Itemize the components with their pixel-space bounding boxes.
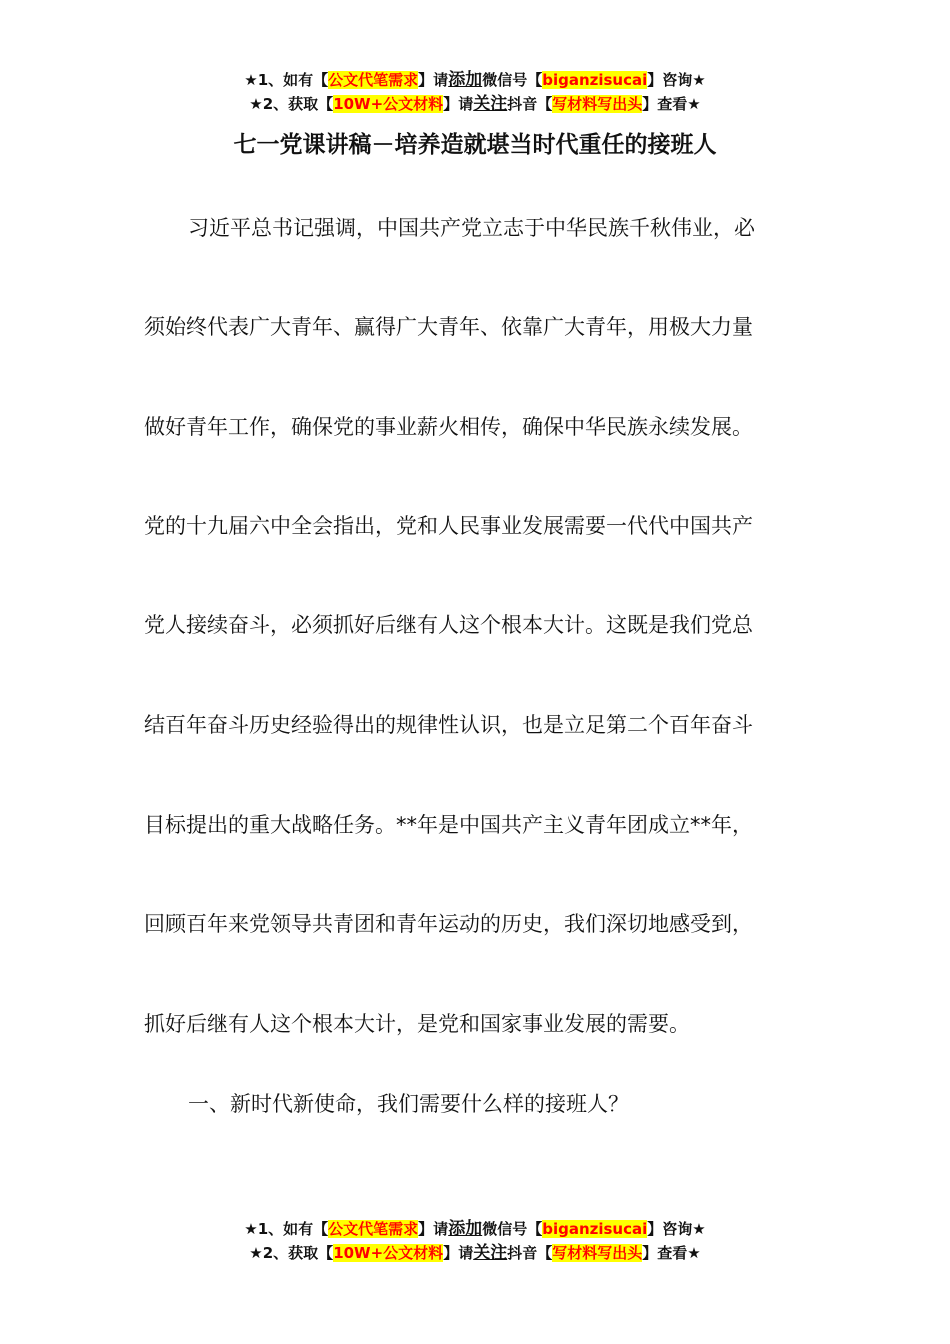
banner-line-1 xyxy=(0,68,950,92)
bottom-banner xyxy=(0,1217,950,1265)
paragraph-line: 党的十九届六中全会指出，党和人民事业发展需要一代代中国共产 xyxy=(144,514,753,538)
highlight-wechat-id: biganzisucai xyxy=(542,1220,648,1238)
banner-text: 抖音【 xyxy=(507,1244,553,1262)
banner-text: 】请 xyxy=(418,1220,449,1238)
banner-text: 】咨询★ xyxy=(647,71,706,89)
banner-line-2 xyxy=(0,1241,950,1265)
banner-text: 】咨询★ xyxy=(647,1220,706,1238)
banner-text: 】请 xyxy=(443,1244,474,1262)
highlight-douyin-id: 写材料写出头 xyxy=(552,95,643,113)
banner-text: 抖音【 xyxy=(507,95,553,113)
page-title: 七一党课讲稿－培养造就堪当时代重任的接班人 xyxy=(233,132,717,158)
banner-text: ★1、如有【 xyxy=(244,1220,329,1238)
banner-text: ★2、获取【 xyxy=(249,1244,334,1262)
banner-text: 】查看★ xyxy=(642,95,701,113)
banner-text: 微信号【 xyxy=(482,71,543,89)
paragraph-line: 目标提出的重大战略任务。**年是中国共产主义青年团成立**年， xyxy=(144,813,753,837)
banner-line-2 xyxy=(0,92,950,116)
banner-text: 】查看★ xyxy=(642,1244,701,1262)
banner-text: ★1、如有【 xyxy=(244,71,329,89)
banner-text: 微信号【 xyxy=(482,1220,543,1238)
top-banner xyxy=(0,68,950,116)
highlight-service: 公文代笔需求 xyxy=(328,71,419,89)
highlight-wechat-id: biganzisucai xyxy=(542,71,648,89)
banner-text: 】请 xyxy=(418,71,449,89)
emphasis-follow: 关注 xyxy=(473,1243,508,1263)
paragraph-line: 做好青年工作，确保党的事业薪火相传，确保中华民族永续发展。 xyxy=(144,415,753,439)
paragraph-line: 党人接续奋斗，必须抓好后继有人这个根本大计。这既是我们党总 xyxy=(144,613,753,637)
paragraph-line: 习近平总书记强调，中国共产党立志于中华民族千秋伟业，必 xyxy=(188,216,755,240)
paragraph-line: 结百年奋斗历史经验得出的规律性认识，也是立足第二个百年奋斗 xyxy=(144,713,753,737)
emphasis-follow: 关注 xyxy=(473,94,508,114)
banner-text: ★2、获取【 xyxy=(249,95,334,113)
emphasis-add: 添加 xyxy=(448,70,483,90)
paragraph-line: 抓好后继有人这个根本大计，是党和国家事业发展的需要。 xyxy=(144,1012,690,1036)
highlight-materials: 10W+公文材料 xyxy=(333,95,444,113)
highlight-service: 公文代笔需求 xyxy=(328,1220,419,1238)
highlight-douyin-id: 写材料写出头 xyxy=(552,1244,643,1262)
paragraph-line: 回顾百年来党领导共青团和青年运动的历史，我们深切地感受到， xyxy=(144,912,753,936)
emphasis-add: 添加 xyxy=(448,1219,483,1239)
highlight-materials: 10W+公文材料 xyxy=(333,1244,444,1262)
banner-line-1 xyxy=(0,1217,950,1241)
paragraph-line: 须始终代表广大青年、赢得广大青年、依靠广大青年，用极大力量 xyxy=(144,315,753,339)
banner-text: 】请 xyxy=(443,95,474,113)
section-heading: 一、新时代新使命，我们需要什么样的接班人？ xyxy=(188,1092,629,1116)
